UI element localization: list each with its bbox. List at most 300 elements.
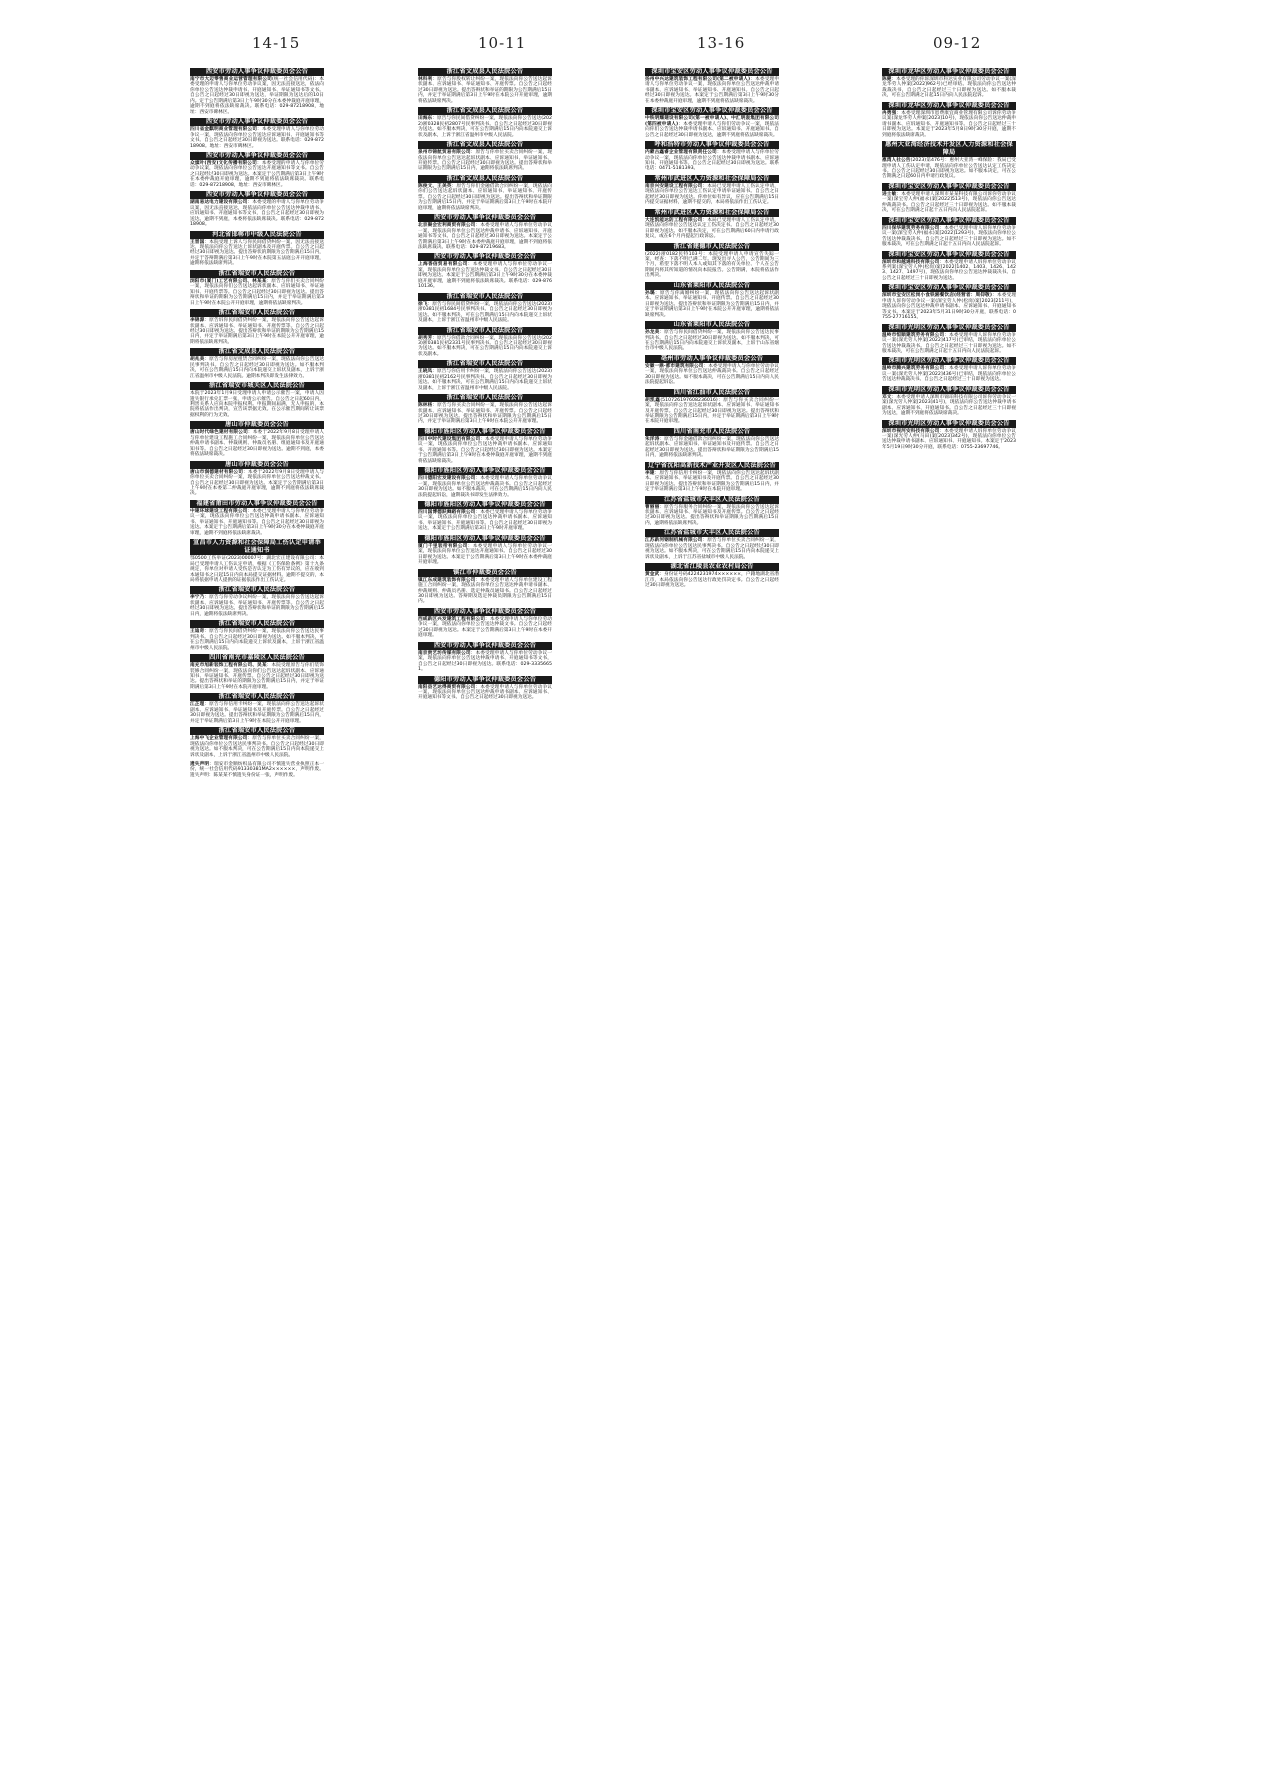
notice-header: 浙江省瑞安市人民法院公告 [190, 270, 324, 278]
notice-header: 浙江省文成县人民法院公告 [418, 107, 552, 115]
notice-header: 西安市劳动人事争议仲裁委员会公告 [418, 608, 552, 616]
notice-addressee: 陈林杨 [418, 403, 433, 409]
notice-item [418, 569, 552, 605]
notice-header: 西安市劳动人事争议仲裁委员会公告 [190, 152, 324, 160]
notice-header: 常州市武进区人力资源和社会保障局公告 [645, 209, 779, 217]
notice-text: ：原告与你民间借贷纠纷一案，现依法向你公告送达(2023)浙0381民初1684号民事判决书。自公告之日起经过30日即视为送达。如不服本判决，可在公告期满后15日内向本院递交上诉状及副本，上诉于浙江省温州市中级人民法院。 [418, 301, 552, 324]
notice-text: ：本委受理申请人深圳市锦珀科技有限公司诉你劳动争议一案(深光劳人仲案[2023]41号)，现依法向你公告送达仲裁申请书副本、应诉通知书、开庭通知书。自公告之日起经过三十日即视为送达，逾期不到庭将依法缺席裁决。 [882, 394, 1016, 417]
notice-header: 深圳市宝安区劳动人事争议仲裁委员会公告 [882, 217, 1016, 225]
notice-text: ：本委受理申请人诉你单位劳动争议一案(深光劳人仲案[2022]417号)已审结，现依法向你单位公告送达仲裁裁决书。自公告之日起经过三十日即视为送达。如不服本裁决，可在公告期满之日起十五日内向人民法院起诉。 [882, 332, 1016, 354]
notice-item [190, 348, 324, 379]
notice-body [418, 436, 552, 464]
notice-addressee: 唐山市润德建材有限公司 [190, 469, 244, 475]
notice-item [190, 309, 324, 345]
notice-text: ：本委于2022年9月8日受理申请人与你单位买卖合同纠纷一案，现依法向你单位公告送达仲裁文书。自公告之日起经过30日即视为送达。本案定于公告期满后第3日上午9时在本委第二仲裁庭开庭审理，逾期不到庭将依法缺席裁决。 [190, 469, 324, 497]
notice-addressee: 上海香信贸易有限公司 [418, 262, 468, 268]
notice-header: 浙江省瑞安市人民法院公告 [190, 727, 324, 735]
notice-body [418, 222, 552, 250]
notice-header: 浙江省瑞安市人民法院公告 [418, 293, 552, 301]
notice-body [645, 115, 779, 138]
notice-text: ：本委受理的申请人与你单位劳动争议案，因无法直接送达，现依法向你单位公告送达仲裁申请书、应诉通知书、开庭通知书等文书，自公告之日起经过30日即视为送达。逾期不到庭，本委将依法缺席裁决。联系电话：029-87218908。 [190, 200, 324, 228]
notice-header: 唐山市仲裁委员会公告 [190, 421, 324, 429]
notice-body [645, 290, 779, 318]
notice-item [190, 382, 324, 418]
notice-item [645, 68, 779, 104]
notice-addressee: 南宁市大迈零售商业运营管理有限公司 [190, 77, 272, 82]
notice-body [418, 509, 552, 532]
notice-item [190, 586, 324, 617]
notice-addressee: 徐飞 [418, 301, 428, 307]
notice-item [190, 118, 324, 149]
notice-item [418, 676, 552, 701]
notice-header: 惠州大亚湾经济技术开发区人力资源和社会保障局 [882, 141, 1016, 157]
notice-header: 西安市劳动人事争议仲裁委员会公告 [418, 214, 552, 222]
notice-text: ：原告与你单位买卖合同纠纷一案，现依法向你单位公告送达民事判决书。自公告之日起经过30日即视为送达。如不服本判决，可在公告期满后15日内向本院递交上诉状及副本，上诉于江苏省盐城市中级人民法院。 [645, 538, 779, 560]
notice-body [645, 329, 779, 352]
notice-item [418, 394, 552, 425]
notice-text: ：瑞安市金顺纺织品有限公司不慎遗失营业执照正本一份，统一社会信用代码91330381MA2××××××，声明作废。遗失声明：陈某某不慎遗失身份证一张，声明作废。 [190, 761, 324, 778]
notice-text: 本院于2023年1月9日受理申请人申请公示催告一案，申请人因遗失银行承兑汇票一张，申请公示催告。自公告之日起60日内，利害关系人应向本院申报权利。申报期间届满，无人申报的，本院将依法作出判决，宣告该票据无效。在公示催告期间转让该票据权利的行为无效。 [190, 391, 324, 418]
notice-body [882, 365, 1016, 382]
notice-addressee: 浏阳市(厦门)工艺有限公司、林某某 [190, 278, 267, 284]
notice-text: ：本院受理原告与你们装饰装修合同纠纷一案，现依法向你们公告送达起诉状副本、应诉通知书、举证通知书、开庭传票。自公告之日起经过30日即视为送达。提出答辩状和举证的期限为公告期满后15日内，并定于举证期满后第3日上午9时在本院开庭审理。 [190, 663, 324, 690]
notice-addressee: 曹丽丽 [645, 504, 660, 510]
notice-text: ：原告与你劳动争议纠纷一案，现依法向你公告送达起诉状副本、应诉通知书、举证通知书、开庭传票等。自公告之日起经过30日即视为送达。提出答辩状和举证的期限为公告期满后15日内，逾期将依法缺席判决。 [190, 595, 324, 617]
notice-item [882, 183, 1016, 214]
notice-text: ：原告与你们金融借款合同纠纷一案，现依法向你们公告送达起诉状副本、应诉通知书、举证通知书、开庭传票。自公告之日起经过30日即视为送达。提出答辩状和举证期限为公告期满后15日内，并定于举证期满后第3日上午9时在本院开庭审理，逾期将依法缺席判决。 [418, 183, 552, 211]
notice-body [645, 251, 779, 279]
notice-text: ：本委受理申请人诉你劳动争议一案(深宝劳人仲(松岗)案[2023]211号)，现依法向你公告送达仲裁申请书副本、应诉通知书、开庭通知书等文书。本案定于2023年5月31日9时30分开庭，联系电话：0755-27716155。 [882, 293, 1016, 321]
notice-header: 辽宁省沈阳高新技术产业开发区人民法院公告 [645, 462, 779, 470]
notice-header: 四川省江油市人民法院公告 [645, 389, 779, 397]
notice-item [190, 620, 324, 651]
notice-addressee: 厦门千里装帝有限公司 [418, 543, 468, 549]
notice-text: ：本委受理申请人与你单位劳动争议一案，现依法向你单位公告送达仲裁申请书副本、应诉通知书、开庭通知书等文书。自公告之日起经过30日即视为送达。 [418, 684, 552, 701]
notice-addressee: 胡兆美 [190, 357, 205, 363]
notice-addressee: 南京贵艺坊传媒有限公司 [418, 650, 471, 656]
notice-header: 江苏省盐城市大丰区人民法院公告 [645, 529, 779, 537]
notice-item [882, 284, 1016, 320]
notice-item [418, 293, 552, 324]
notice-item [645, 107, 779, 138]
notice-item [882, 420, 1016, 451]
notice-body [418, 301, 552, 324]
notice-addressee: 李建 [645, 470, 655, 476]
notice-body [190, 390, 324, 418]
notice-addressee: 孙璐 [645, 290, 655, 296]
notice-header: 浙江省瑞安市人民法院公告 [418, 394, 552, 402]
notice-header: 山东省莱阳市人民法院公告 [645, 321, 779, 329]
notice-addressee: 深圳市宝安区松岗小食铁湘餐饮店(经营者：周仰敬) [882, 293, 992, 299]
notice-text: (2022)浙0182民特103号：本院受理申请人申请宣告失踪一案，经查：下落不明已满二年。现发出寻人公告，公告期间为三个月，希望下落不明人本人或知其下落的有关单位、个人在公告期间内将其所知道的情况向本院报告。公告期满，本院将依法作出判决。 [645, 251, 779, 279]
notice-body [190, 594, 324, 617]
notice-body [645, 504, 779, 527]
notice-item [418, 175, 552, 211]
notice-item [190, 152, 324, 188]
notice-body [190, 662, 324, 690]
notice-text: ：原告与你信用卡纠纷一案，现依法向你公告送达(2023)浙0381民初2162号民事判决书。自公告之日起经过30日即视为送达。如不服本判决，可在公告期满后15日内向本院递交上诉状及副本，上诉于浙江省温州市中级人民法院。 [418, 369, 552, 391]
notice-body [645, 436, 779, 459]
notice-text: ：原告与你买卖合同纠纷一案，现依法向你公告送达起诉状副本、应诉通知书、举证通知书、开庭传票。自公告之日起经过30日即视为送达。提出答辩状和举证期限为公告期满后15日内，并定于举证期满后第3日上午9时在本院公开开庭审理。 [418, 403, 552, 425]
notice-addressee: 上海中飞企业管理有限公司 [190, 736, 248, 742]
notice-item [190, 761, 324, 778]
notice-body [418, 543, 552, 566]
notice-item [882, 217, 1016, 248]
notice-item [418, 253, 552, 289]
notice-text: ：本委受理申请人与你单位劳动争议一案，现依法向你单位公告送达仲裁裁决书。自公告之日起经过30日即视为送达。如不服本裁决，可在公告期满后15日内向人民法院提起诉讼，逾期裁决书即发生法律效力。 [418, 476, 552, 498]
notice-body [418, 402, 552, 425]
notice-text: ：原告与你借款合同纠纷一案，现依法向你公告送达(2023)浙0381民初2331号民事判决书。自公告之日起经过30日即视为送达。如不服本判决，可在公告期满后15日内向本院递交上诉状及副本。 [418, 335, 552, 357]
notice-addressee: 江苏新河钢制机械有限公司 [645, 538, 703, 544]
notice-body [190, 429, 324, 457]
notice-item [418, 428, 552, 464]
notice-body [882, 225, 1016, 248]
notice-header: 西安市劳动人事争议仲裁委员会公告 [418, 253, 552, 261]
notice-header: 镇江市仲裁委员会公告 [418, 569, 552, 577]
notice-item [418, 360, 552, 391]
notice-text: ：本委受理深圳市恩费康宜商业管理有限公司诉你劳动争议案(深龙华劳人仲案[2023]10号)，现依法向你公告送达仲裁申请书副本、应诉通知书、开庭通知书等。自公告之日起经过三十日即视为送达。本案定于2023年5月8日9时30分开庭，逾期不到庭将依法缺席裁决。 [882, 110, 1016, 138]
notice-text: ：原告与你单位买卖合同纠纷一案，现依法向你单位公告送达民事判决书。自公告之日起经过30日即视为送达。如不服本判决，可在公告期满后15日内向本院递交上诉状及副本，上诉于浙江省温州市中级人民法院。 [190, 736, 324, 758]
notice-body [418, 183, 552, 211]
notice-text: ：身份证号码4224231974××××××，户籍地湖北省潜江市，本局依法向你公告送达行政处罚决定书。自公告之日起经过30日即视为送达。 [645, 572, 779, 589]
notice-text: ：本委受理申请人与你单位劳动争议一案，现依法向你单位公告送达应诉通知书、开庭通知书等文书。自公告之日起经过30日即视为送达。联系电话：029-87218908。地址：西安市碑林区。 [190, 127, 324, 149]
notice-text: ：本委受理的申请人与你单位劳动争议案，现依法向你单位公告送达开庭通知书等文书。自公告之日起经过30日即视为送达。本案定于公告期满后第3日上午9时在本委仲裁庭开庭审理，逾期不到庭将依法缺席裁决。联系电话：029-87218908，地址：西安市碑林区。 [190, 160, 324, 188]
notice-text: ：本委受理申请人诉你单位劳动争议一案(深光劳人仲案[2022]436号)已审结，现依法向你单位公告送达仲裁裁决书。自公告之日起经过三十日即视为送达。 [882, 366, 1016, 383]
notice-text: ：本局已受理申请人工伤认定申请，现依法向你单位公告送达工伤认定申请举证通知书。自公告之日起经过30日即视为送达。你单位如有异议，应在公告期满后15日内提交证据材料，逾期不提交的，本局将依法作出工伤认定。 [645, 183, 779, 206]
notice-addressee: 温岭市腾兴建筑劳务有限公司 [882, 366, 945, 372]
notice-header: 深圳市光明区劳动人事争议仲裁委员会公告 [882, 324, 1016, 332]
notice-item [882, 357, 1016, 382]
notice-addressee: 王晓凤 [418, 369, 433, 375]
notice-header: 湖北省江陵县农业农村局公告 [645, 563, 779, 571]
notice-text: ：本委受理申请人与你单位劳动争议一案，现依法向你单位公告送达开庭通知书。自公告之日起经过30日即视为送达。本案定于公告期满后第3日上午9时在本委仲裁庭开庭审理。 [418, 543, 552, 566]
notice-text: ：原告与你房屋租赁合同纠纷一案，现依法向你公告送达民事判决书。自公告之日起经过30日即视为送达。如不服本判决，可在公告期满后15日内向本院递交上诉状及副本，上诉于浙江省温州市中级人民法院。逾期本判决即发生法律效力。 [190, 357, 324, 379]
notice-header: 西安市劳动人事争议仲裁委员会公告 [418, 642, 552, 650]
notice-body [418, 684, 552, 701]
notice-addressee: 深圳市视河安科技有限公司 [882, 428, 940, 434]
notice-addressee: 陈俊文、王美英 [418, 183, 452, 189]
notice-header: 河北省邯郸市中级人民法院公告 [190, 231, 324, 239]
notice-header: 德阳市旌阳区劳动人事争议仲裁委员会公告 [418, 535, 552, 543]
notice-text: ：本委受理申请人诉你单位劳动争议一案(深光劳人仲(马田)案[2023]342号)，现依法向你单位公告送达仲裁申请书副本、应诉通知书、开庭通知书。本案定于2023年5月19日9时30分开庭，联系电话：0755-23697746。 [882, 428, 1016, 450]
notice-addressee: 孙龙美 [645, 330, 660, 336]
notice-text: ：原告与你们买卖合同纠纷一案，现依法向你们公告送达起诉状副本、应诉通知书、举证通知书、开庭传票等。自公告之日起经过30日即视为送达。提出答辩状和举证的期限为公告期满后15日内，并定于举证期满后第3日上午9时在本院公开开庭审理，逾期将依法缺席判决。 [190, 278, 324, 306]
notice-addressee: 南充市旭新装饰工程有限公司、吴某 [190, 663, 267, 669]
notice-body [418, 115, 552, 138]
notice-header: 浙江省文成县人民法院公告 [190, 348, 324, 356]
notice-addressee: 西咸新区兴发建筑工程有限公司 [418, 616, 486, 622]
notice-header: 浙江省文成县人民法院公告 [418, 141, 552, 149]
notice-header: 浙江省文成县人民法院公告 [418, 68, 552, 76]
notice-header: 西安市劳动人事争议仲裁委员会公告 [190, 191, 324, 199]
notice-header: 深圳市光明区劳动人事争议仲裁委员会公告 [882, 357, 1016, 365]
notice-header: 唐山市仲裁委员会公告 [190, 461, 324, 469]
notice-item [190, 654, 324, 690]
notice-text: ：本局已受理申请人工伤认定申请，现依法向你单位公告送达认定工伤决定书。自公告之日起经过30日即视为送达。如不服本决定，可在公告期满后60日内申请行政复议，或在6个月内提起行政诉讼。 [645, 217, 779, 240]
notice-item [882, 68, 1016, 99]
notice-addressee: 王迪奇 [190, 629, 205, 635]
notice-body [190, 701, 324, 724]
notice-text: (510726197608236016)：原告与你买卖合同纠纷一案，现依法向你公告送达起诉状副本、应诉通知书、举证通知书及开庭传票。自公告之日起经过30日即视为送达。提出答辩状和举证期限为公告期满后15日内，并定于举证期满后第3日上午9时在本院开庭审理。 [645, 397, 779, 425]
notice-body [190, 199, 324, 227]
notice-item [190, 461, 324, 497]
notice-item [882, 102, 1016, 138]
notice-addressee: 王晋国 [190, 239, 205, 245]
notice-body [882, 110, 1016, 138]
notice-text: ：原告与你服务合同纠纷一案，现依法向你公告送达起诉状副本、应诉通知书、举证通知书及开庭传票。自公告之日起经过30日即视为送达。提出答辩状和举证期限为公告期满后15日内，逾期将依法缺席判决。 [645, 504, 779, 526]
notice-item [882, 141, 1016, 180]
notice-addressee: 众旗叶(西安)文化传播有限公司 [190, 160, 257, 166]
notice-item [418, 214, 552, 250]
notice-body [190, 761, 324, 778]
notice-body [645, 363, 779, 386]
notice-addressee: 陈健 [882, 77, 892, 82]
notice-text: ：本委于2022年9月8日受理申请人与你单位建设工程施工合同纠纷一案，现依法向你单位公告送达仲裁申请书副本、仲裁规则、仲裁员名册、组庭通知书及开庭通知书等。自公告之日起经过30日即视为送达。逾期不到庭，本委将依法缺席裁决。 [190, 430, 324, 458]
notice-addressee: 李宁乃 [190, 595, 205, 601]
notice-text: ：本委受理申请人与你单位劳动争议一案，现依法向你单位公告送达仲裁申请书、应诉通知书、开庭通知书等文书。自公告之日起经过30日即视为送达。本案定于公告期满后第3日上午9时在本委仲裁庭开庭审理，逾期不到庭将依法缺席裁决。联系电话：029-87219683。 [418, 223, 552, 250]
notice-header: 四川省南充市人民法院公告 [645, 428, 779, 436]
notice-text: ：本委受理申请人与你单位劳动争议一案，现依法向你单位公告送达仲裁申请书、开庭通知书等文书，自公告之日起经过30日即视为送达。联系电话：029-33356651。 [418, 650, 552, 673]
notice-text: ：原告与你民间借贷纠纷一案，现依法向你公告送达(2022)浙0328民初2807号民事判决书。自公告之日起经过30日即视为送达。如不服本判决，可在公告期满后15日内向本院递交上诉状及副本，上诉于浙江省温州市中级人民法院。 [418, 116, 552, 138]
page-number-label: 13-16 [697, 34, 746, 52]
notice-header: 浙江省瑞安市人民法院公告 [190, 309, 324, 317]
notice-item [190, 421, 324, 457]
notice-text: (统一社会信用代码)：本委受理的申请人与你单位劳动争议案，因无法直接送达，依法向你单位公告送达仲裁申请书、开庭通知书、举证通知书等文书。自公告之日起经过30日即视为送达，举证期限为送达后的10日内。定于公告期满后第3日上午9时30分在本委仲裁庭开庭审理，逾期不到庭将依法缺席裁决。联系电话：029-87218908，地址：西安市碑林区。 [190, 77, 324, 115]
notice-text: ：原告与你民间借贷纠纷一案，现依法向你公告送达民事判决书。自公告之日起经过30日即视为送达。如不服本判决，可在公告期满后15日内向本院递交上诉状及副本，上诉于山东省烟台市中级人民法院。 [645, 330, 779, 352]
notice-addressee: 镇江东成建筑装饰有限公司 [418, 577, 476, 583]
notice-text: ：原告与你信用卡纠纷一案，现依法向你公告送达起诉状副本、应诉通知书、举证通知书及开庭传票。自公告之日起经过30日即视为送达。提出答辩状和举证期限为公告期满后15日内，并定于举证期满后第3日上午9时在本院公开开庭审理。 [190, 702, 324, 724]
notice-addressee: 四川中时代建设集团有限公司 [418, 436, 481, 442]
notice-body [190, 76, 324, 115]
page-number-label: 09-12 [933, 34, 982, 52]
notice-text: ：本委受理的你诉深圳市科达实业有限公司劳动争议一案(深龙华劳人仲案[2022]962号)已经审结。现依法向你公告送达仲裁裁决书，自公告之日起经过三十日即视为送达。如不服本裁决，可在公告期满之日起15日内向人民法院起诉。 [882, 77, 1016, 99]
notice-addressee: 唐山时代绿色建材有限公司 [190, 430, 248, 436]
notice-addressee: 南阳县艺达得商贸有限公司 [418, 684, 476, 690]
notice-addressee: 进士敏 [882, 191, 897, 197]
notice-body [418, 335, 552, 358]
notice-body [190, 126, 324, 149]
notice-item [645, 529, 779, 560]
notice-text: ：本委受理申请人与你单位劳动争议一案，现依法向你单位公告送达仲裁裁决书。自公告之日起经过30日即视为送达。如不服本裁决，可在公告期满后15日内向人民法院提起诉讼。 [645, 363, 779, 386]
notice-item [645, 355, 779, 386]
notice-addressee: 北京聚会宏利商贸有限公司 [418, 223, 476, 229]
notice-addressee: 湖南易达电力建设有限公司 [190, 200, 248, 206]
notice-body [418, 261, 552, 289]
notice-body [882, 157, 1016, 180]
notice-header: 德阳市旌阳区劳动人事争议仲裁委员会公告 [418, 428, 552, 436]
notice-addressee: 胡凯鑫 [645, 397, 661, 403]
notice-body [418, 577, 552, 605]
notice-header: 浙江省瑞安市人民法院公告 [418, 360, 552, 368]
notice-body [190, 469, 324, 497]
notice-header: 亳州市劳动人事争议仲裁委员会公告 [645, 355, 779, 363]
notice-header: 四川省南充市嘉陵区人民法院公告 [190, 654, 324, 662]
notice-header: 浙江省建德市人民法院公告 [645, 243, 779, 251]
notice-item [418, 501, 552, 532]
notice-header: 浙江省瑞安市人民法院公告 [190, 620, 324, 628]
notice-body [418, 76, 552, 104]
notice-text: ：原告与你股权转让纠纷一案，现依法向你公告送达起诉状副本、应诉通知书、举证通知书、开庭传票。自公告之日起经过30日即视为送达。提出答辩状和举证的期限为公告期满后15日内，并定于举证期满后第3日上午9时在本院公开开庭审理，逾期将依法缺席判决。 [418, 77, 552, 104]
notice-body [645, 397, 779, 425]
notice-header: 浙江省瑞安市人民法院公告 [190, 693, 324, 701]
page-number-label: 10-11 [478, 34, 527, 52]
notice-item [645, 462, 779, 493]
notice-header: 西安市劳动人事争议仲裁委员会公告 [190, 68, 324, 76]
notice-item [645, 428, 779, 459]
notice-addressee: 四川省金麒明商业管理有限公司 [190, 127, 258, 133]
notice-column [882, 68, 1016, 1764]
notice-addressee: 安徽一鼎·都市建筑有限公司 [645, 363, 704, 369]
notice-addressee: 中铁明耀建设有限公司(第一被申请人)、中汇明轰集团有限公司(第四被申请人) [645, 116, 779, 127]
notice-addressee: 遗失声明 [190, 761, 210, 767]
notice-header: 山东省莱阳市人民法院公告 [645, 282, 779, 290]
notice-header: 深圳市宝安区劳动人事争议仲裁委员会公告 [645, 68, 779, 76]
notice-header: 深圳市龙华区劳动人事争议仲裁委员会公告 [882, 102, 1016, 110]
notice-item [418, 535, 552, 566]
notice-body [645, 217, 779, 240]
notice-item [645, 389, 779, 425]
notice-text: ：原告诉你民间借贷纠纷一案，现依法向你公告送达起诉状副本、应诉通知书、举证通知书、开庭传票等。自公告之日起经过30日即视为送达。提出答辩状和举证的期限为公告期满后15日内，并定于举证期满后第3日上午9时在本院公开开庭审理，逾期将依法缺席判决。 [190, 318, 324, 345]
notice-text: ：原告与你民间借贷纠纷一案，现依法向你公告送达民事判决书。自公告之日起经过30日即视为送达。如不服本判决，可在公告期满后15日内向本院递交上诉状及副本，上诉于浙江省温州市中级人民法院。 [190, 629, 324, 651]
notice-item [190, 191, 324, 227]
notice-text: ：本委受理申请人与你单位建设工程施工合同纠纷一案，现依法向你单位公告送达仲裁申请书副本、仲裁规则、仲裁员名册、选定仲裁员通知书。自公告之日起经过30日即视为送达。答辩期及选定仲裁员期限为公告期满后15日内。 [418, 577, 552, 605]
notice-body [418, 368, 552, 391]
notice-item [418, 327, 552, 358]
notice-body [190, 555, 324, 583]
notice-text: ：本委已受理申请人与你单位劳动争议一案，现依法向你单位公告送达仲裁申请书副本、应诉通知书、举证通知书、开庭通知书等。自公告之日起经过30日即视为送达。本案定于公告期满后第3日上午9时30分在本委仲裁庭开庭审理，逾期不到庭将依法缺席裁决。 [190, 508, 324, 536]
notice-addressee: 四川德阳宏发建设有限公司 [418, 476, 476, 482]
notice-header: 深圳市宝安区劳动人事争议仲裁委员会公告 [645, 107, 779, 115]
notice-text: ：原告与你单位买卖合同纠纷一案，现依法向你单位公告送达起诉状副本、应诉通知书、举证通知书、开庭传票。自公告之日起经过30日即视为送达。提出答辩状和举证期限为公告期满后15日内，逾期将依法缺席判决。 [418, 150, 552, 172]
notice-addressee: 四川国博德跃舞蹈有限公司 [418, 510, 476, 516]
page-number-label: 14-15 [252, 34, 301, 52]
notice-item [645, 321, 779, 352]
notice-body [190, 278, 324, 306]
notice-header: 福建省莆田市劳动人事争议仲裁委员会公告 [190, 500, 324, 508]
notice-column [190, 68, 324, 1764]
notice-header: 常州市武进区人力资源和社会保障局公告 [645, 175, 779, 183]
notice-header: 浙江省文成县人民法院公告 [418, 175, 552, 183]
notice-item [418, 141, 552, 172]
notice-addressee: 扬州中兴达建筑装饰工程有限公司(第二被申请人) [645, 77, 751, 82]
notice-header: 深圳市光明区劳动人事争议仲裁委员会公告 [882, 420, 1016, 428]
notice-body [882, 332, 1016, 355]
notice-header: 深圳市宝安区劳动人事争议仲裁委员会公告 [882, 183, 1016, 191]
notice-column [645, 68, 779, 1764]
notice-addressee: 黄金武 [645, 572, 660, 578]
notice-addressee: 深圳市和越通科技有限公司 [882, 259, 940, 265]
notice-body [645, 470, 779, 493]
notice-addressee: 内蒙古鑫睿企业管理有限责任公司 [645, 150, 717, 156]
notice-addressee: 中建环球建设工程有限公司 [190, 508, 248, 514]
notice-text: ：本委已受理申请人与你单位劳动争议一案，现依法向你单位公告送达仲裁申请书副本、应诉通知书、举证通知书、开庭通知书等。自公告之日起经过30日即视为送达，本案定于公告期满后第3日上午9时开庭审理。 [418, 510, 552, 532]
notice-item [418, 68, 552, 104]
notice-body [190, 628, 324, 651]
notice-addressee: 江芷理 [190, 702, 205, 708]
notice-text: ：本委受理申请人深圳市某某科技有限公司诉你劳动争议一案(深宝劳人仲(福永)案[2022]513号)，现依法向你公告送达仲裁裁决书。自公告之日起经过三十日即视为送达。如不服本裁决，可在公告期满之日起十五日内向人民法院起诉。 [882, 191, 1016, 214]
notice-body [418, 149, 552, 172]
notice-header: 宣昌市人力资源和社会保障局工伤认定申请举证通知书 [190, 539, 324, 555]
notice-body [882, 394, 1016, 417]
notice-text: 鄂0500工伤举证(2023)00007号：湖北宏正建设有限公司：本局已受理申请人工伤认定申请，根据《工伤保险条例》第十九条规定，你单位对申请人受伤是否认定为工伤有异议的，应在收到本通知书之日起15日内向本局提交证据材料。逾期不提交的，本局将依据申请人提供的证据依法作出工伤认定。 [190, 556, 324, 583]
notice-column [418, 68, 552, 1764]
notice-item [882, 251, 1016, 282]
notice-body [882, 191, 1016, 214]
notice-addressee: 冉勇强 [882, 110, 897, 116]
notice-body [645, 537, 779, 560]
notice-addressee: 田海东 [418, 116, 433, 122]
notice-header: 深圳市宝安区劳动人事争议仲裁委员会公告 [882, 251, 1016, 259]
notice-body [190, 356, 324, 379]
notice-item [190, 727, 324, 758]
notice-addressee: 李锦源 [190, 318, 205, 324]
notice-item [190, 270, 324, 306]
notice-text: ：本委受理申请人与你单位劳动争议一案，现依法向你单位公告送达仲裁文书。自公告之日起经过30日即视为送达。本案定于公告期满后第3日上午9时在本委开庭审理。 [418, 616, 552, 639]
notice-body [190, 508, 324, 536]
notice-body [418, 616, 552, 639]
notice-header: 深圳市宝安区劳动人事争议仲裁委员会公告 [882, 284, 1016, 292]
notice-header: 德阳市劳动人事争议仲裁委员会公告 [418, 676, 552, 684]
notice-header: 浙江省瑞安市人民法院公告 [418, 327, 552, 335]
notice-addressee: 林科利 [418, 77, 433, 82]
notice-item [418, 608, 552, 639]
notice-item [645, 243, 779, 279]
notice-body [190, 735, 324, 758]
notice-addressee: 泉州市锦航贸易有限公司 [418, 150, 471, 156]
notice-item [190, 231, 324, 267]
notice-item [882, 386, 1016, 417]
notice-body [645, 149, 779, 172]
notice-item [645, 563, 779, 588]
notice-header: 呼和浩特市劳动人事争议仲裁委员会公告 [645, 141, 779, 149]
notice-text: ：本委受理申请人与你单位劳动争议一案，现依法向你单位公告送达仲裁申请书副本、应诉通知书、开庭通知书等。自公告之日起经过30日即视为送达。本案定于公告期满后第3日上午9时在本委仲裁庭开庭审理，逾期不到庭将依法缺席裁决。 [418, 436, 552, 464]
notice-addressee: 温岭市恒顺建筑劳务有限公司 [882, 332, 945, 338]
notice-text: ：本委受理申请人与你单位劳动争议一案，现依法向你单位公告送达仲裁文书。自公告之日起经过30日即视为送达。本案定于公告期满后第3日上午9时30分在本委仲裁庭开庭审理，逾期不到庭将依法缺席裁决。联系电话：029-87610136。 [418, 262, 552, 290]
notice-header: 江苏省盐城市大丰区人民法院公告 [645, 496, 779, 504]
notice-addressee: 惠湾人社公告 [882, 158, 911, 164]
notice-header: 深圳市光明区劳动人事争议仲裁委员会公告 [882, 386, 1016, 394]
notice-header: 德阳市旌阳区劳动人事争议仲裁委员会公告 [418, 467, 552, 475]
notice-body [645, 571, 779, 588]
notice-addressee: 胡秀芳 [418, 335, 433, 341]
notice-addressee: 大连凯能达防工程有限公司 [645, 217, 703, 223]
notice-text: ：原告与你金融借款合同纠纷一案，现依法向你公告送达起诉状副本、应诉通知书、举证通知书及开庭传票。自公告之日起经过30日即视为送达。提出答辩状和举证期限为公告期满后15日内，逾期将依法缺席判决。 [645, 436, 779, 459]
notice-item [645, 282, 779, 318]
notice-body [882, 76, 1016, 99]
notice-item [645, 496, 779, 527]
notice-body [882, 292, 1016, 320]
notice-header: 浙江省瑞安市城关区人民法院公告 [190, 382, 324, 390]
notice-header: 德阳市旌阳区劳动人事争议仲裁委员会公告 [418, 501, 552, 509]
notice-text: ：本委已受理申请人诉你单位劳动争议一案(深宝劳人仲(福永)案[2022]1293号)，现依法向你单位公告送达仲裁裁决书。自公告之日起经过三十日即视为送达。如不服本裁决，可在公告期满之日起十五日内向人民法院起诉。 [882, 225, 1016, 248]
notice-text: ：原告与你信用卡纠纷一案，现依法向你公告送达起诉状副本、应诉通知书、举证通知书及开庭传票。自公告之日起经过30日即视为送达。提出答辩状和举证期限为公告期满后15日内，并定于举证期满后第3日上午9时在本院开庭审理。 [645, 470, 779, 493]
notice-text: (2023)第476号：惠州大亚湾一峰保险：我局已受理申请人工伤认定申请，现依法向你单位公告送达认定工伤决定书。自公告之日起经过30日即视为送达。如不服本决定，可在公告期满之日起60日内申请行政复议。 [882, 158, 1016, 180]
notice-text: ：本委受理申请人诉你单位劳动争议系列案(深宝劳人仲(松岗)案[2022]1402、1403、1426、1423、1427、1497号)，现依法向你单位公告送达仲裁裁决书。自公告之日起经过三十日即视为送达。 [882, 259, 1016, 281]
notice-body [645, 183, 779, 206]
notice-item [418, 467, 552, 498]
notice-item [418, 107, 552, 138]
notice-item [418, 642, 552, 673]
notice-body [418, 475, 552, 498]
notice-text: ：本院受理上诉人与你民间借贷纠纷一案，因无法直接送达，现依法向你公告送达上诉状副本及开庭传票。自公告之日起经过30日即视为送达。提出答辩状的期限为公告期满后15日内，并定于答辩期满后第3日上午9时在本院第五法庭公开开庭审理，逾期将依法缺席判决。 [190, 239, 324, 267]
notice-item [190, 68, 324, 115]
notice-header: 浙江省瑞安市人民法院公告 [190, 586, 324, 594]
notice-body [190, 317, 324, 345]
notice-addressee: 四川保华建筑劳务有限公司 [882, 225, 940, 231]
notice-header: 深圳市龙华区劳动人事争议仲裁委员会公告 [882, 68, 1016, 76]
notice-item [190, 693, 324, 724]
notice-body [882, 259, 1016, 282]
